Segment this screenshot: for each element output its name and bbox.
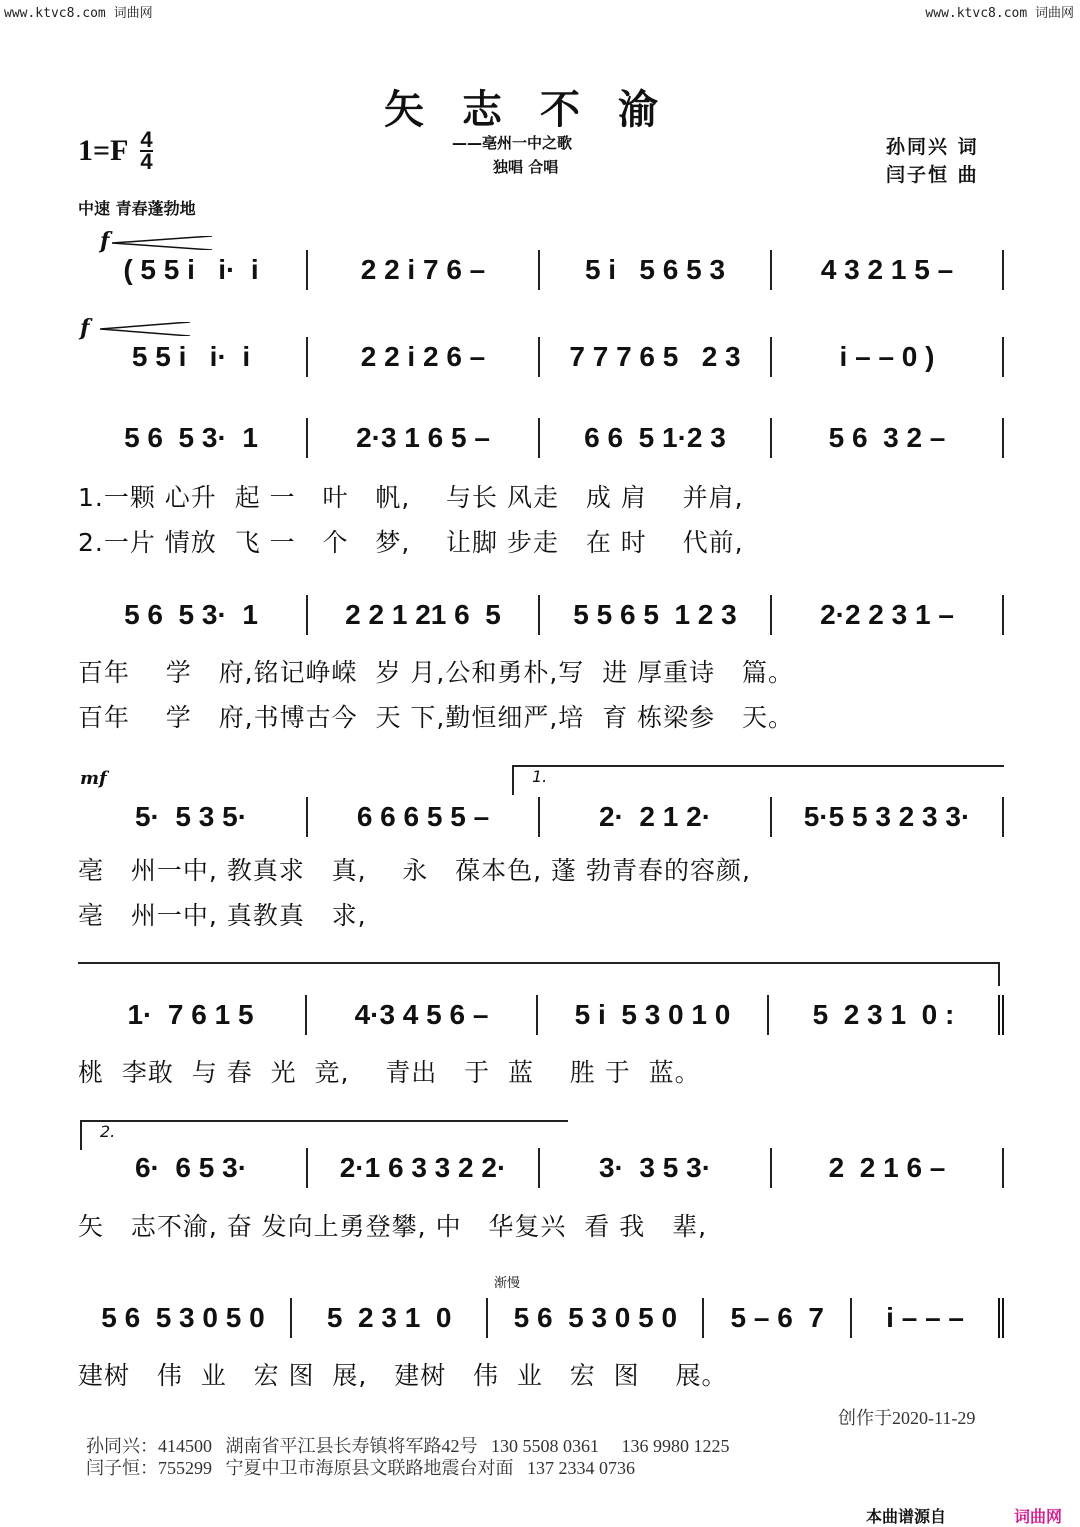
lyrics: 建树 伟 业 宏 图 展, 建树 伟 业 宏 图 展。	[78, 1361, 728, 1390]
measure: 2 2 1 21 6 5	[308, 595, 540, 635]
staff-line-intro-1	[76, 250, 1004, 290]
lyrics: 矢 志不渝, 奋 发向上勇登攀, 中 华复兴 看 我 辈,	[78, 1212, 708, 1241]
watermark-left: www.ktvc8.com 词曲网	[4, 6, 153, 21]
measure: 5·5 5 3 2 3 3·	[772, 797, 1004, 837]
lyrics-verse-2: 亳 州一中, 真教真 求,	[78, 901, 367, 930]
measure: 5 i 5 6 5 3	[540, 250, 772, 290]
creation-date: 创作于2020-11-29	[838, 1408, 976, 1428]
measure: 2·1 6 3 3 2 2·	[308, 1148, 540, 1188]
dynamic-forte: f	[80, 315, 90, 341]
measure: 6 6 5 1·2 3	[540, 418, 772, 458]
measure: 1· 7 6 1 5	[76, 995, 307, 1035]
staff-line-intro-2	[76, 337, 1004, 377]
measure: 5 6 5 3 0 5 0	[488, 1298, 704, 1338]
measure: 2·3 1 6 5 –	[308, 418, 540, 458]
measure: 3· 3 5 3·	[540, 1148, 772, 1188]
crescendo-hairpin	[100, 322, 200, 336]
source-label: 本曲谱源自	[866, 1507, 947, 1526]
staff-line-3	[76, 418, 1004, 458]
key-signature	[78, 127, 153, 174]
measure: 5 5 i i· i	[76, 337, 308, 377]
lyrics-verse-1: 1.一颗 心升 起 一 叶 帆, 与长 风走 成 肩 并肩,	[78, 483, 744, 512]
volta-2-label: 2.	[100, 1122, 116, 1141]
ritardando-marking: 渐慢	[494, 1276, 521, 1291]
dynamic-forte: f	[100, 228, 110, 254]
song-title: 矢志不渝	[384, 86, 696, 133]
tempo-marking: 中速 青春蓬勃地	[78, 199, 196, 218]
measure: 5 5 6 5 1 2 3	[540, 595, 772, 635]
measure-final: i – – –	[852, 1298, 1004, 1338]
key: 1=F	[78, 134, 129, 167]
contact-composer: 闫子恒：755299 宁夏中卫市海原县文联路地震台对面 137 2334 0736	[86, 1458, 635, 1478]
volta-1	[512, 765, 1004, 795]
subtitle: ——亳州一中之歌	[452, 134, 573, 152]
dynamic-mezzo-forte: mf	[80, 768, 107, 789]
contact-lyricist: 孙同兴：414500 湖南省平江县长寿镇将军路42号 130 5508 0361 136 9980 1225	[86, 1436, 730, 1456]
lyrics-verse-1: 亳 州一中, 教真求 真, 永 葆本色, 蓬 勃青春的容颜,	[78, 856, 751, 885]
measure: 6· 6 5 3·	[76, 1148, 308, 1188]
measure: ( 5 5 i i· i	[76, 250, 308, 290]
composer: 闫子恒 曲	[886, 164, 979, 186]
measure: 5 6 5 3 0 5 0	[76, 1298, 292, 1338]
staff-line-6	[76, 995, 1004, 1035]
staff-line-7	[76, 1148, 1004, 1188]
time-signature	[140, 127, 153, 174]
measure: 2 2 1 6 –	[772, 1148, 1004, 1188]
time-top: 4	[140, 127, 153, 152]
measure: i – – 0 )	[772, 337, 1004, 377]
measure: 6 6 6 5 5 –	[308, 797, 540, 837]
time-bottom: 4	[140, 149, 153, 174]
crescendo-hairpin	[112, 236, 212, 250]
lyrics: 桃 李敢 与 春 光 竞, 青出 于 蓝 胜 于 蓝。	[78, 1058, 701, 1087]
measure: 5· 5 3 5·	[76, 797, 308, 837]
volta-2	[80, 1120, 568, 1150]
measure: 5 i 5 3 0 1 0	[538, 995, 769, 1035]
staff-line-5	[76, 797, 1004, 837]
lyrics-verse-2: 百年 学 府,书博古今 天 下,勤恒细严,培 育 栋梁参 天。	[78, 703, 794, 732]
source-site-logo[interactable]: 词曲网	[1014, 1507, 1063, 1526]
measure: 2 2 i 7 6 –	[308, 250, 540, 290]
staff-line-4	[76, 595, 1004, 635]
staff-line-8	[76, 1298, 1004, 1338]
measure: 4·3 4 5 6 –	[307, 995, 538, 1035]
measure: 5 2 3 1 0	[292, 1298, 488, 1338]
lyrics-verse-1: 百年 学 府,铭记峥嵘 岁 月,公和勇朴,写 进 厚重诗 篇。	[78, 658, 794, 687]
measure: 5 6 5 3· 1	[76, 418, 308, 458]
watermark-right: www.ktvc8.com 词曲网	[925, 6, 1074, 21]
measure: 5 – 6 7	[704, 1298, 852, 1338]
lyricist: 孙同兴 词	[886, 136, 979, 158]
volta-1-label: 1.	[532, 767, 548, 786]
lyrics-verse-2: 2.一片 情放 飞 一 个 梦, 让脚 步走 在 时 代前,	[78, 528, 744, 557]
measure: 5 6 5 3· 1	[76, 595, 308, 635]
measure: 7 7 7 6 5 2 3	[540, 337, 772, 377]
measure: 2 2 i 2 6 –	[308, 337, 540, 377]
measure-repeat-end: 5 2 3 1 0 :	[769, 995, 1004, 1035]
measure: 2· 2 1 2·	[540, 797, 772, 837]
measure: 2·2 2 3 1 –	[772, 595, 1004, 635]
volta-1-continuation	[78, 962, 1000, 986]
measure: 4 3 2 1 5 –	[772, 250, 1004, 290]
measure: 5 6 3 2 –	[772, 418, 1004, 458]
performance-type: 独唱 合唱	[493, 158, 559, 176]
